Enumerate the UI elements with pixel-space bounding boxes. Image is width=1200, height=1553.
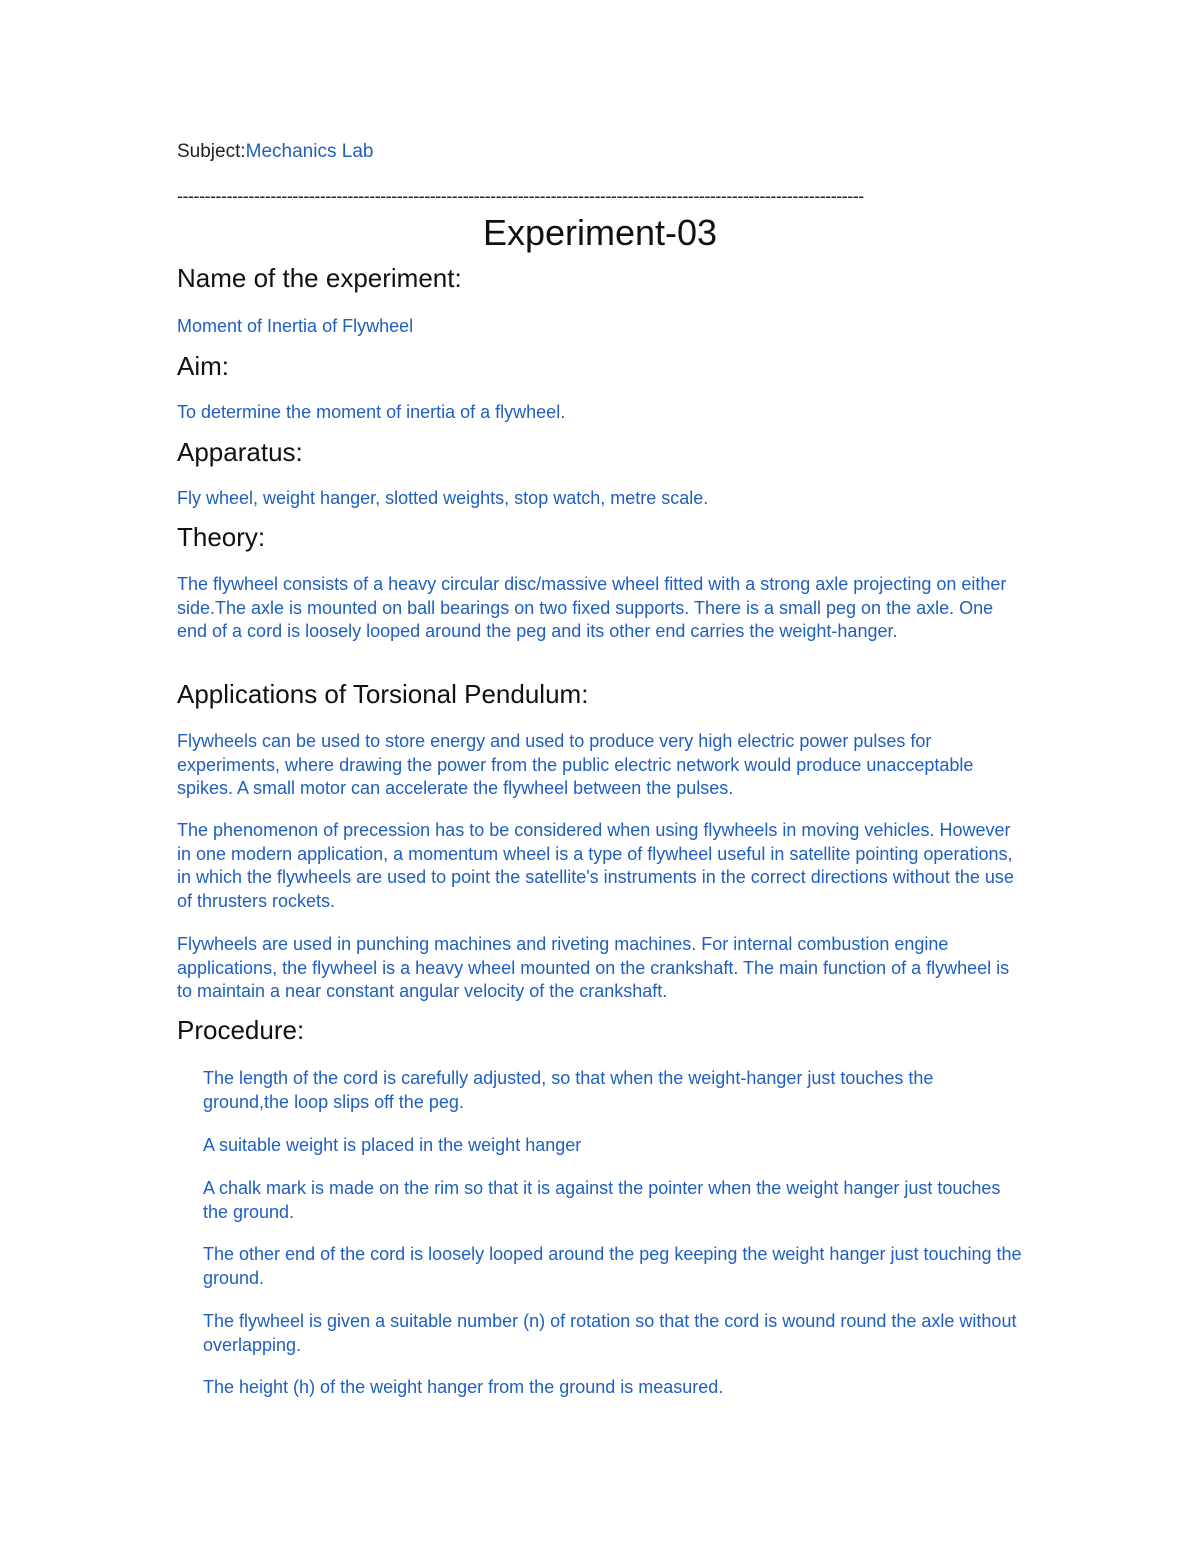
theory-heading: Theory:: [177, 522, 266, 552]
procedure-step: The other end of the cord is loosely looped around the peg keeping the weight hanger just touching the ground.: [203, 1244, 1022, 1288]
applications-paragraph-2: The phenomenon of precession has to be considered when using flywheels in moving vehicles. However in one modern application, a momentum wheel is a type of flywheel useful in satellite pointing operations, in which the flywheels are used to point the satellite's instruments in the correct directions without the use of thrusters rockets.: [177, 820, 1014, 911]
procedure-step: A chalk mark is made on the rim so that it is against the pointer when the weight hanger just touches the ground.: [203, 1178, 1001, 1222]
dashed-divider: -----------------------------------------------------------------------------------------------------------------------------: [177, 186, 864, 206]
subject-label: Subject:: [177, 141, 246, 162]
procedure-step: A suitable weight is placed in the weight hanger: [203, 1135, 582, 1155]
name-heading: Name of the experiment:: [177, 263, 462, 293]
procedure-step: The flywheel is given a suitable number (n) of rotation so that the cord is wound round the axle without overlapping.: [203, 1311, 1017, 1355]
subject-line: [177, 141, 373, 163]
applications-paragraph-1: Flywheels can be used to store energy and used to produce very high electric power pulses for experiments, where drawing the power from the public electric network would produce unacceptable spikes. A small motor can accelerate the flywheel between the pulses.: [177, 731, 974, 798]
procedure-step: The length of the cord is carefully adjusted, so that when the weight-hanger just touches the ground,the loop slips off the peg.: [203, 1068, 934, 1112]
experiment-title: Experiment-03: [482, 212, 718, 253]
applications-paragraph-3: Flywheels are used in punching machines and riveting machines. For internal combustion engine applications, the flywheel is a heavy wheel mounted on the crankshaft. The main function of a flywheel is to maintain a near constant angular velocity of the crankshaft.: [177, 934, 1010, 1001]
aim-heading: Aim:: [177, 351, 229, 381]
subject-value: Mechanics Lab: [245, 141, 374, 162]
apparatus-text: Fly wheel, weight hanger, slotted weights, stop watch, metre scale.: [177, 488, 709, 508]
name-text: Moment of Inertia of Flywheel: [177, 316, 414, 336]
procedure-step: The height (h) of the weight hanger from the ground is measured.: [203, 1377, 724, 1397]
aim-text: To determine the moment of inertia of a flywheel.: [177, 402, 566, 422]
apparatus-heading: Apparatus:: [177, 437, 303, 467]
theory-text: The flywheel consists of a heavy circular disc/massive wheel fitted with a strong axle projecting on either side.The axle is mounted on ball bearings on two fixed supports. There is a small peg on the axle. One end of a cord is loosely looped around the peg and its other end carries the weight-hanger.: [177, 574, 1007, 641]
applications-heading: Applications of Torsional Pendulum:: [177, 679, 589, 709]
procedure-heading: Procedure:: [177, 1015, 305, 1045]
